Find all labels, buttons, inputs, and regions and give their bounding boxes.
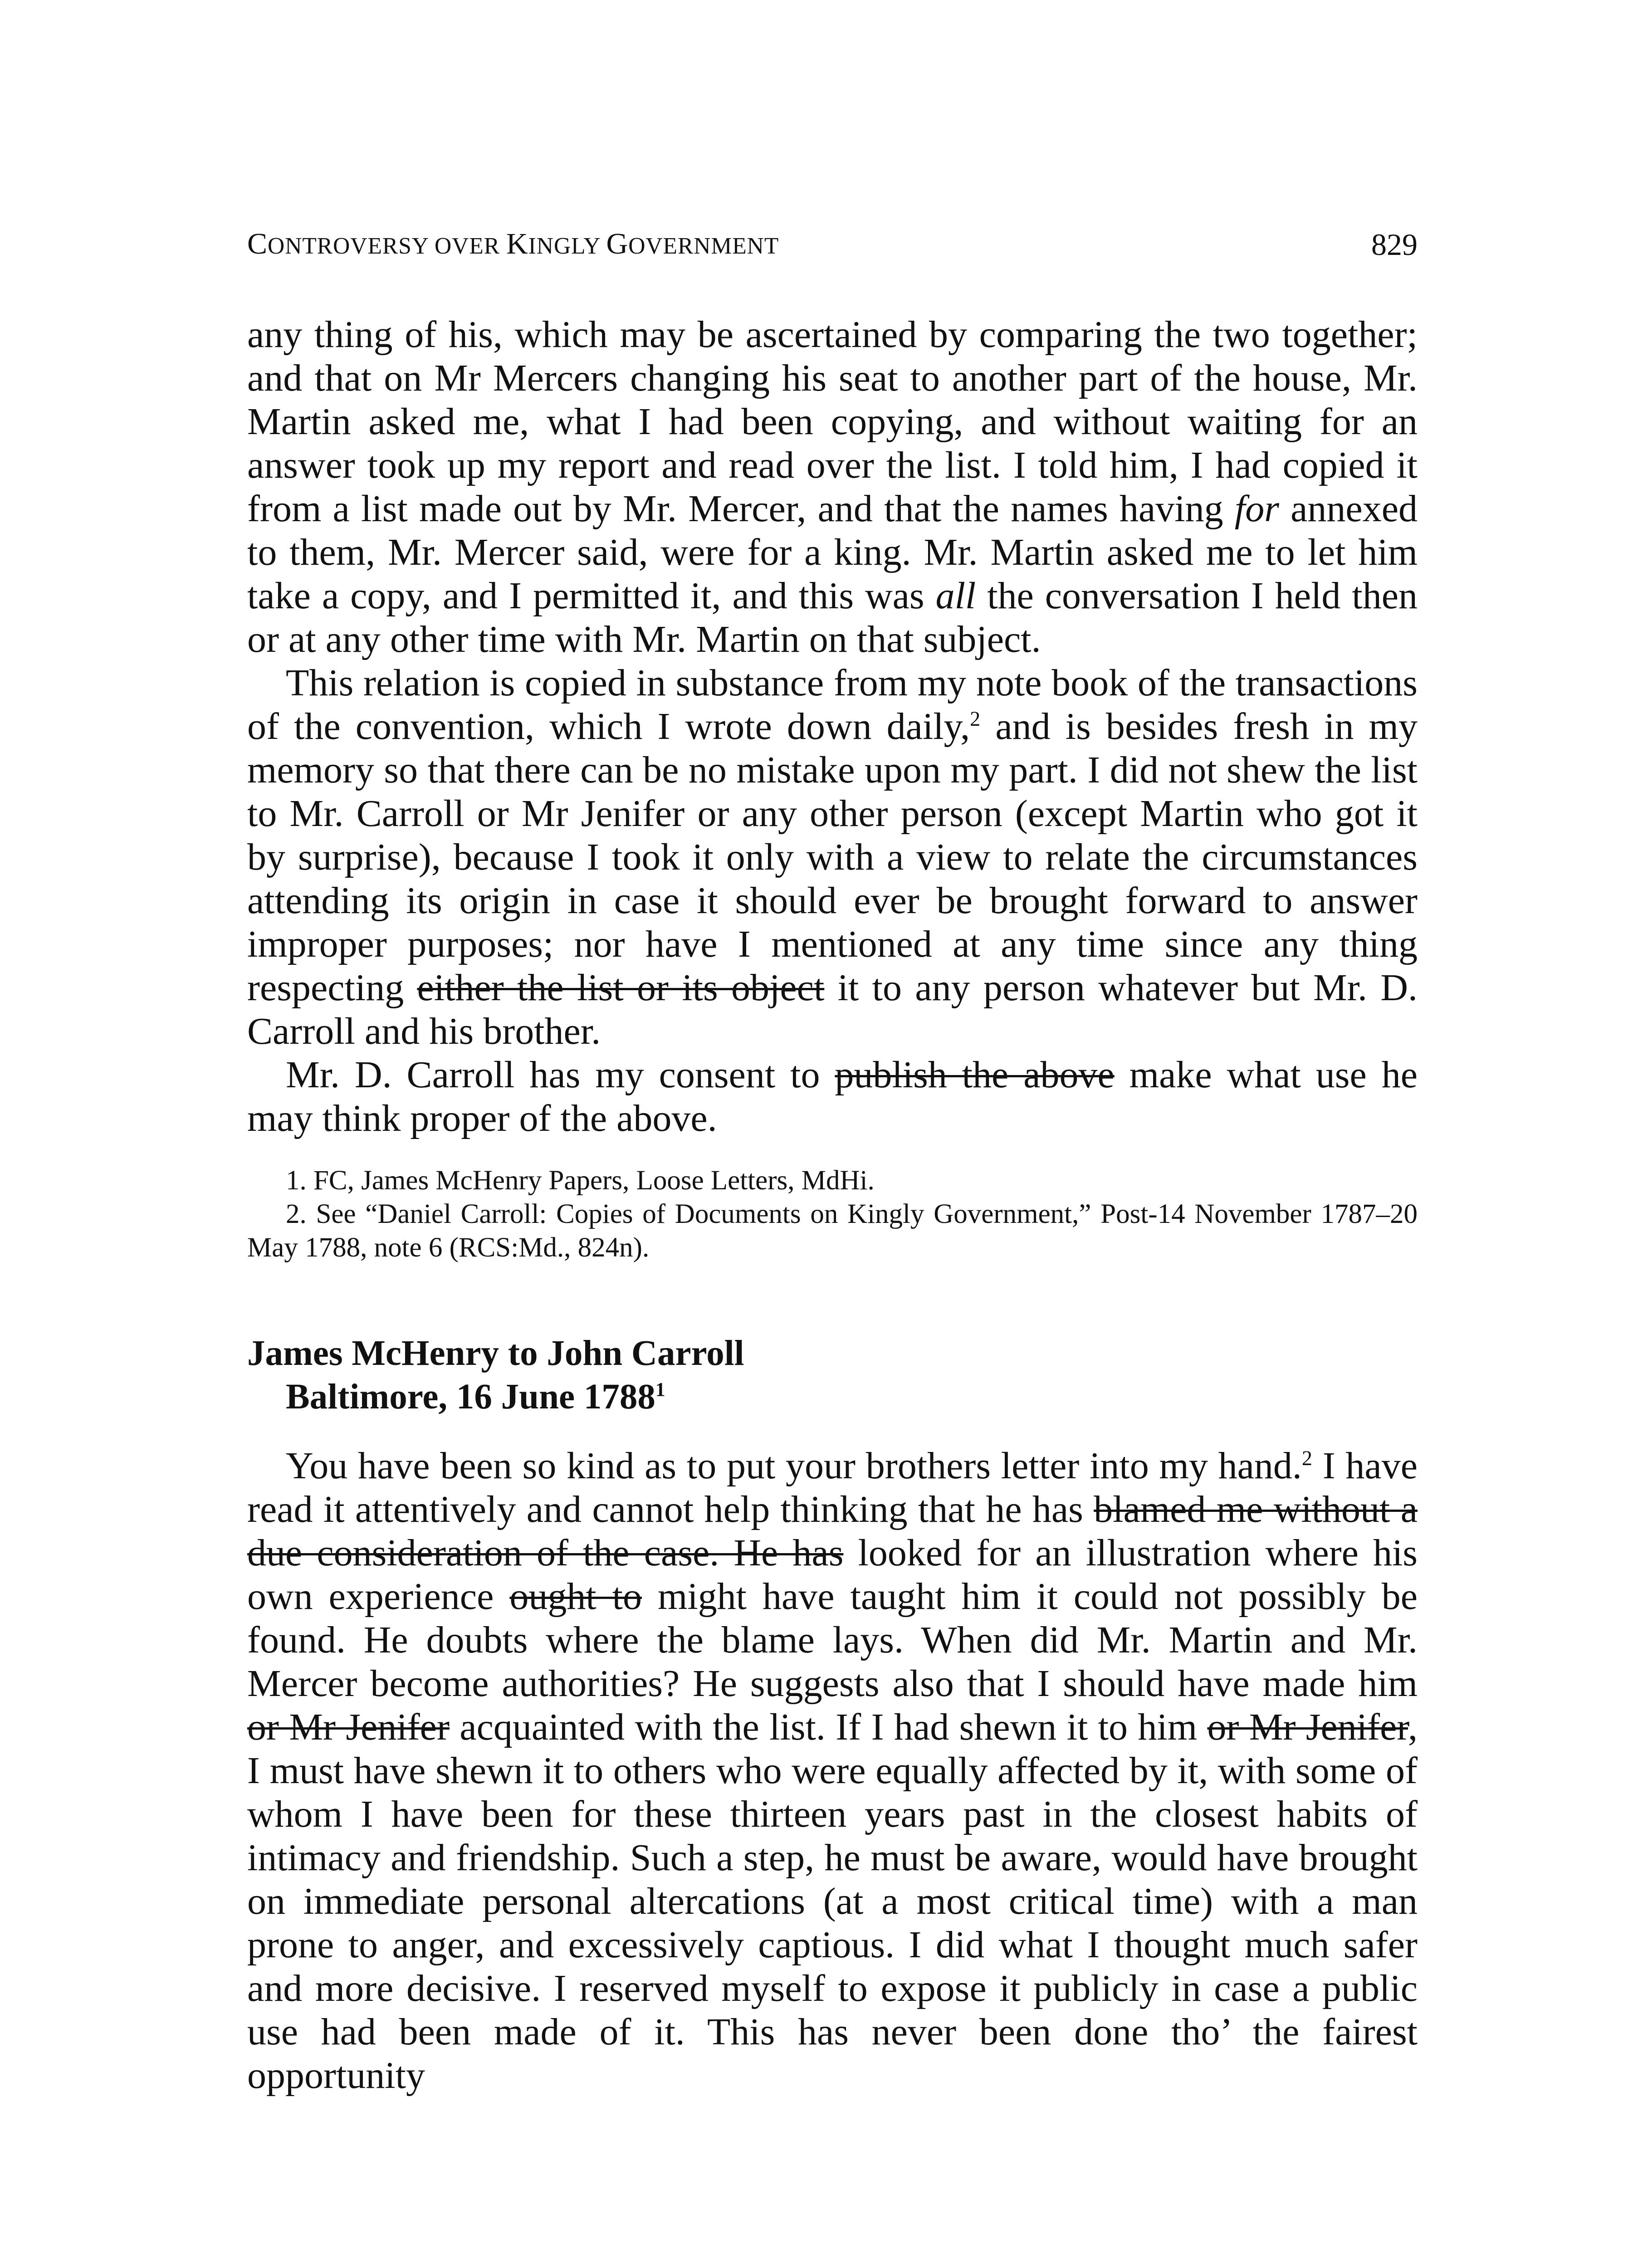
paragraph-3: Mr. D. Carroll has my consent to publish the above make what use he may think proper of the above.	[247, 1054, 1418, 1139]
running-head	[247, 227, 1418, 277]
text-block	[247, 313, 1418, 2097]
running-title-smallcaps-3: OVERNMENT	[628, 233, 779, 259]
struck-text: or Mr Jenifer	[247, 1706, 450, 1748]
footnote-2: 2. See “Daniel Carroll: Copies of Documents on Kingly Government,” Post-14 November 1787–20 May 1788, note 6 (RCS:Md., 824n).	[247, 1199, 1418, 1263]
heading-place-date: Baltimore, 16 June 1788$^1$	[286, 1377, 665, 1417]
paragraph-4: You have been so kind as to put your brothers letter into my hand.$^2$ I have read it attentively and cannot help thinking that he has blamed me without a due consideration of the case. He has looked for an illustration where his own experience ought to might have taught him it could not possibly be found. He doubts where the blame lays. When did Mr. Martin and Mr. Mercer become authorities? He suggests also that I should have made him or Mr Jenifer acquainted with the list. If I had shewn it to him or Mr Jenifer, I must have shewn it to others who were equally affected by it, with some of whom I have been for these thirteen years past in the closest habits of intimacy and friendship. Such a step, he must be aware, would have brought on immediate personal altercations (at a most critical time) with a man prone to anger, and excessively captious. I did what I thought much safer and more decisive. I reserved myself to expose it publicly in case a public use had been made of it. This has never been done tho’ the fairest opportunity	[247, 1445, 1418, 2097]
running-title-smallcaps-1: ONTROVERSY OVER	[268, 233, 506, 259]
italic-for: for	[1234, 488, 1279, 530]
struck-text: or Mr Jenifer	[1207, 1706, 1408, 1748]
struck-text: ought to	[509, 1575, 642, 1618]
running-title-initial-c: C	[247, 227, 268, 260]
running-title-smallcaps-2: INGLY	[528, 233, 606, 259]
footnote-ref-2: 2	[1301, 1447, 1312, 1470]
heading-title: James McHenry to John Carroll	[247, 1334, 744, 1373]
struck-text: publish the above	[835, 1054, 1115, 1096]
struck-text: blamed me without a due consideration of the case. He has	[247, 1488, 1418, 1574]
italic-all: all	[935, 575, 976, 617]
footnote-ref-2: 2	[970, 707, 981, 730]
running-title-initial-g: G	[606, 227, 629, 260]
paragraph-2: This relation is copied in substance from my note book of the transactions of the convention, which I wrote down daily,$^2$ and is besides fresh in my memory so that there can be no mistake upon my part. I did not shew the list to Mr. Carroll or Mr Jenifer or any other person (except Martin who got it by surprise), because I took it only with a view to relate the circumstances attending its origin in case it should ever be brought forward to answer improper purposes; nor have I mentioned at any time since any thing respecting either the list or its object it to any person whatever but Mr. D. Carroll and his brother.	[247, 662, 1418, 1052]
footnote-ref-1: 1	[655, 1378, 665, 1401]
struck-text: either the list or its object	[417, 967, 825, 1009]
footnotes	[247, 1164, 1418, 1265]
running-title	[247, 227, 779, 261]
paragraph-1: any thing of his, which may be ascertained by comparing the two together; and that on Mr Mercers changing his seat to another part of the house, Mr. Martin asked me, what I had been copying, and without waiting for an answer took up my report and read over the list. I told him, I had copied it from a list made out by Mr. Mercer, and that the names having for annexed to them, Mr. Mercer said, were for a king. Mr. Martin asked me to let him take a copy, and I permitted it, and this was all the conversation I held then or at any other time with Mr. Martin on that subject.	[247, 313, 1418, 660]
page-number: 829	[1371, 227, 1418, 262]
footnote-1: 1. FC, James McHenry Papers, Loose Letters, MdHi.	[286, 1165, 875, 1196]
running-title-initial-k: K	[506, 227, 528, 260]
letter-heading	[247, 1332, 1418, 1419]
